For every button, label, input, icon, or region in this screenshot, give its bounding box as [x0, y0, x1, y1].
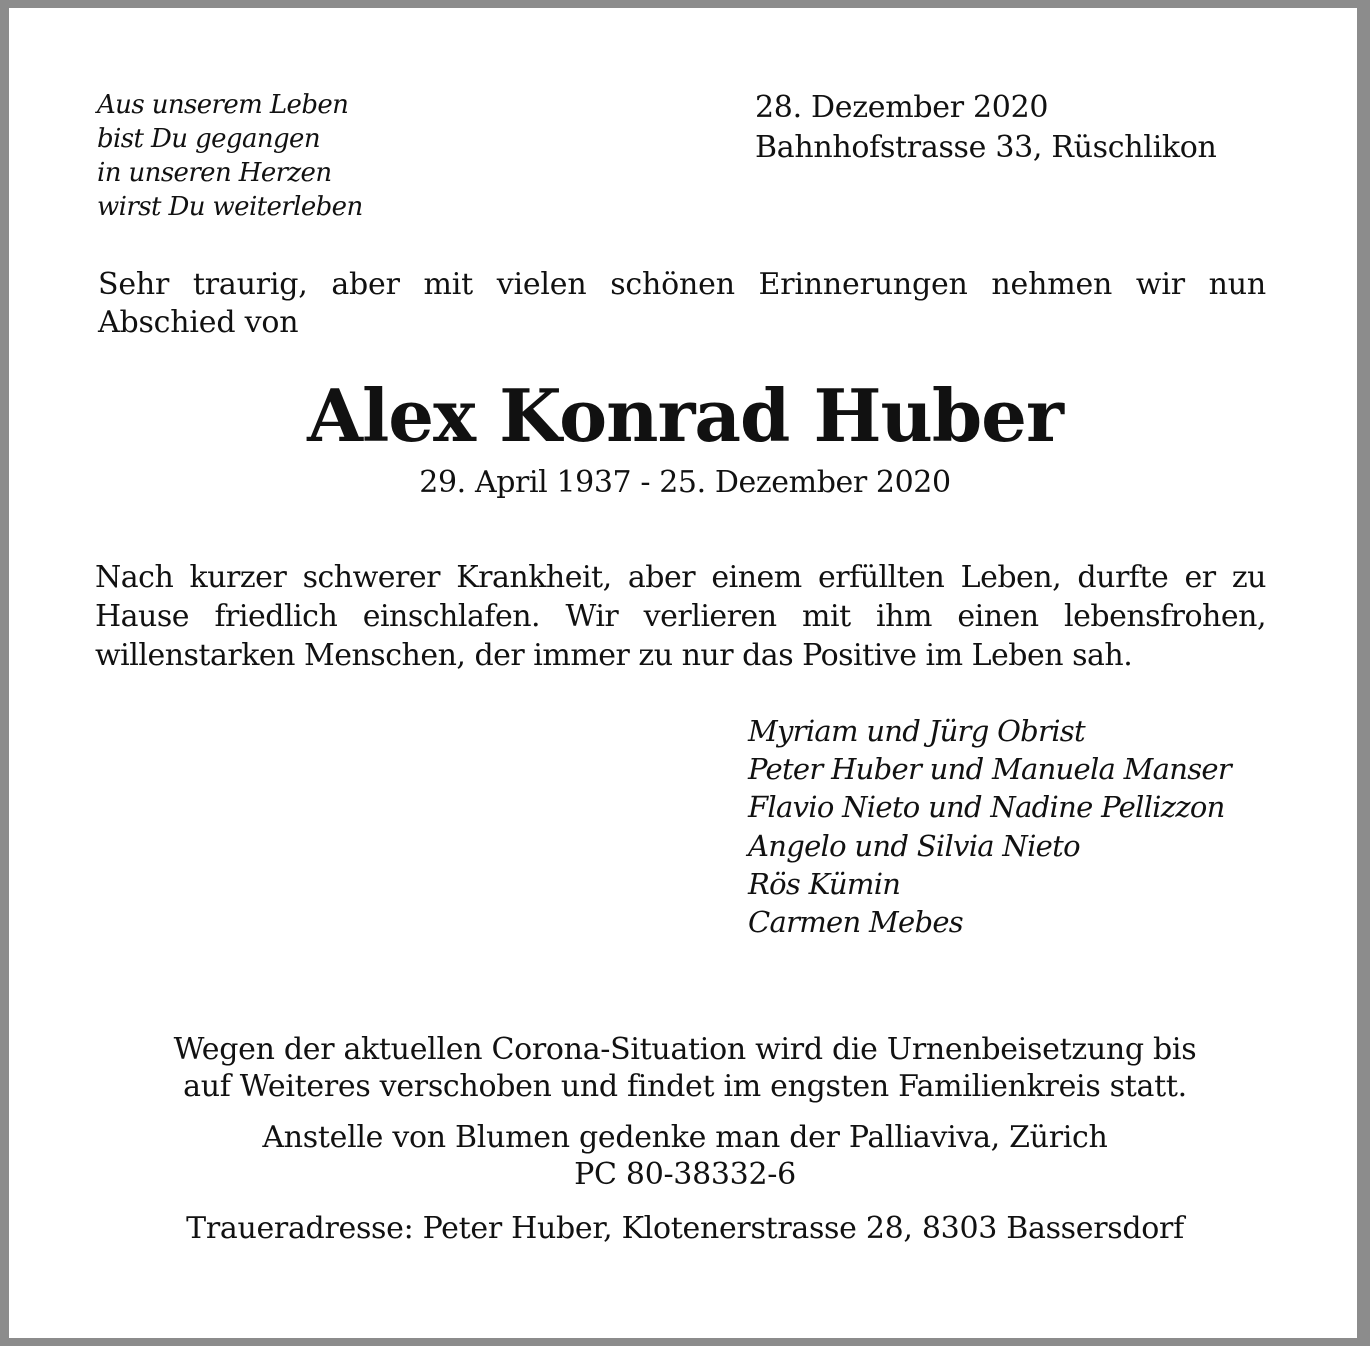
- donation-notice: [0, 1119, 1370, 1193]
- postal-account: PC 80-38332-6: [574, 1157, 796, 1192]
- mourner-name: Angelo und Silvia Nieto: [748, 828, 1080, 863]
- mourner-name: Myriam und Jürg Obrist: [748, 714, 1085, 748]
- mourning-address: Traueradresse: Peter Huber, Klotenerstrasse 28, 8303 Bassersdorf: [186, 1211, 1184, 1246]
- notice-location: Bahnhofstrasse 33, Rüschlikon: [755, 130, 1217, 165]
- mourner-name: Flavio Nieto und Nadine Pellizzon: [748, 790, 1225, 825]
- mourners-list: [748, 712, 1231, 941]
- memorial-poem: [97, 88, 363, 224]
- poem-line: bist Du gegangen: [97, 124, 320, 154]
- intro-text: Sehr traurig, aber mit vielen schönen Erinnerungen nehmen wir nun Abschied von: [98, 267, 1266, 340]
- corona-line: auf Weiteres verschoben und findet im engsten Familienkreis statt.: [183, 1069, 1187, 1104]
- mourner-name: Rös Kümin: [748, 866, 901, 901]
- poem-line: in unseren Herzen: [97, 158, 332, 188]
- story-text: Nach kurzer schwerer Krankheit, aber einem erfüllten Leben, durfte er zu Hause friedlich einschlafen. Wir verlieren mit ihm einen lebensfrohen, willenstarken Menschen, der immer zu nur das Positive im Leben sah.: [95, 560, 1266, 673]
- notice-date: 28. Dezember 2020: [755, 90, 1049, 125]
- mourner-name: Peter Huber und Manuela Manser: [748, 752, 1232, 787]
- date-and-place: [755, 88, 1217, 168]
- mourner-name: Carmen Mebes: [748, 905, 963, 940]
- deceased-name: Alex Konrad Huber: [307, 373, 1063, 458]
- poem-line: wirst Du weiterleben: [97, 192, 363, 222]
- poem-line: Aus unserem Leben: [97, 90, 349, 120]
- donation-line: Anstelle von Blumen gedenke man der Palliaviva, Zürich: [262, 1120, 1108, 1155]
- corona-notice: [0, 1031, 1370, 1105]
- lifespan-dates: 29. April 1937 - 25. Dezember 2020: [419, 465, 951, 500]
- corona-line: Wegen der aktuellen Corona-Situation wird die Urnenbeisetzung bis: [173, 1032, 1197, 1067]
